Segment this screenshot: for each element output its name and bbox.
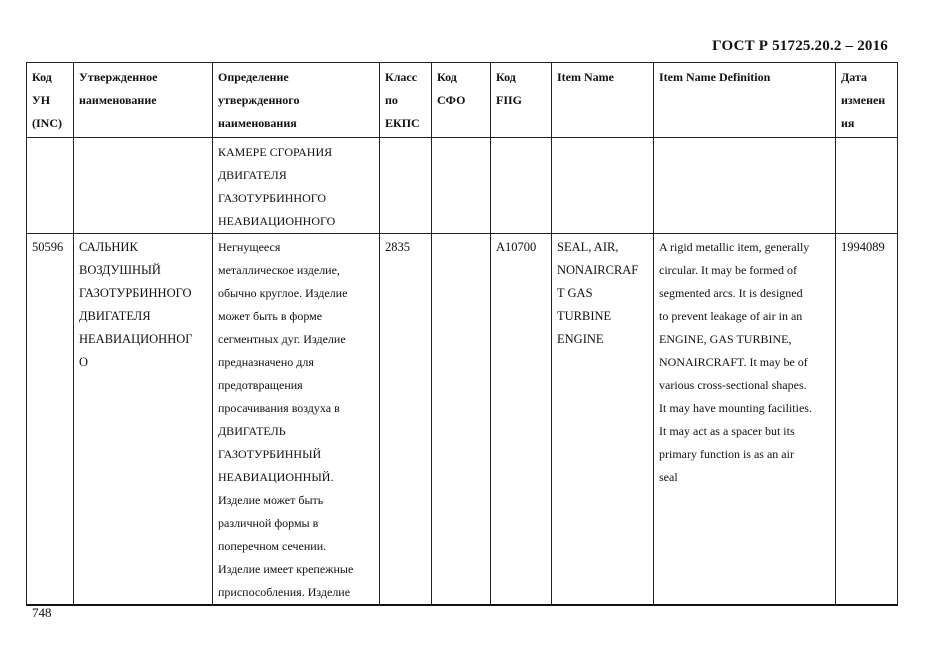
cell-inc: 50596: [27, 234, 74, 606]
table-row: [27, 234, 898, 606]
cell-fiig: [491, 138, 552, 234]
cell-item-name: SEAL, AIR, NONAIRCRAF T GAS TURBINE ENGINE: [552, 234, 654, 606]
cell-approved-name: САЛЬНИК ВОЗДУШНЫЙ ГАЗОТУРБИННОГО ДВИГАТЕЛЯ НЕАВИАЦИОННОГ О: [74, 234, 213, 606]
cell-definition: Негнущееся металлическое изделие, обычно круглое. Изделие может быть в форме сегментных дуг. Изделие предназначено для предотвращения просачивания воздуха в ДВИГАТЕЛЬ ГАЗОТУРБИННЫЙ НЕАВИАЦИОННЫЙ. Изделие может быть различной формы в поперечном сечении. Изделие имеет крепежные приспособления. Изделие: [213, 234, 380, 606]
cell-item-definition: [654, 138, 836, 234]
cell-approved-name: [74, 138, 213, 234]
catalog-table: [26, 62, 898, 606]
cell-class: 2835: [380, 234, 432, 606]
cell-sfo: [432, 138, 491, 234]
table-row: [27, 138, 898, 234]
cell-class: [380, 138, 432, 234]
column-header-sfo: Код СФО: [432, 63, 491, 138]
column-header-date: Дата изменен ия: [836, 63, 898, 138]
cell-item-name: [552, 138, 654, 234]
column-header-item-definition: Item Name Definition: [654, 63, 836, 138]
page-number: 748: [32, 605, 52, 620]
cell-fiig: A10700: [491, 234, 552, 606]
cell-item-definition: A rigid metallic item, generally circular. It may be formed of segmented arcs. It is designed to prevent leakage of air in an ENGINE, GAS TURBINE, NONAIRCRAFT. It may be of various cross-sectional shapes. It may have mounting facilities. It may act as a spacer but its primary function is as an air seal: [654, 234, 836, 606]
column-header-item-name: Item Name: [552, 63, 654, 138]
column-header-fiig: Код FIIG: [491, 63, 552, 138]
table-header-row: [27, 63, 898, 138]
column-header-approved-name: Утвержденное наименование: [74, 63, 213, 138]
column-header-definition: Определение утвержденного наименования: [213, 63, 380, 138]
column-header-class: Класс по ЕКПС: [380, 63, 432, 138]
column-header-inc: Код УН (INC): [27, 63, 74, 138]
cell-date: 1994089: [836, 234, 898, 606]
cell-date: [836, 138, 898, 234]
cell-definition: КАМЕРЕ СГОРАНИЯ ДВИГАТЕЛЯ ГАЗОТУРБИННОГО НЕАВИАЦИОННОГО: [213, 138, 380, 234]
cell-sfo: [432, 234, 491, 606]
document-standard-title: ГОСТ Р 51725.20.2 – 2016: [712, 38, 888, 54]
cell-inc: [27, 138, 74, 234]
